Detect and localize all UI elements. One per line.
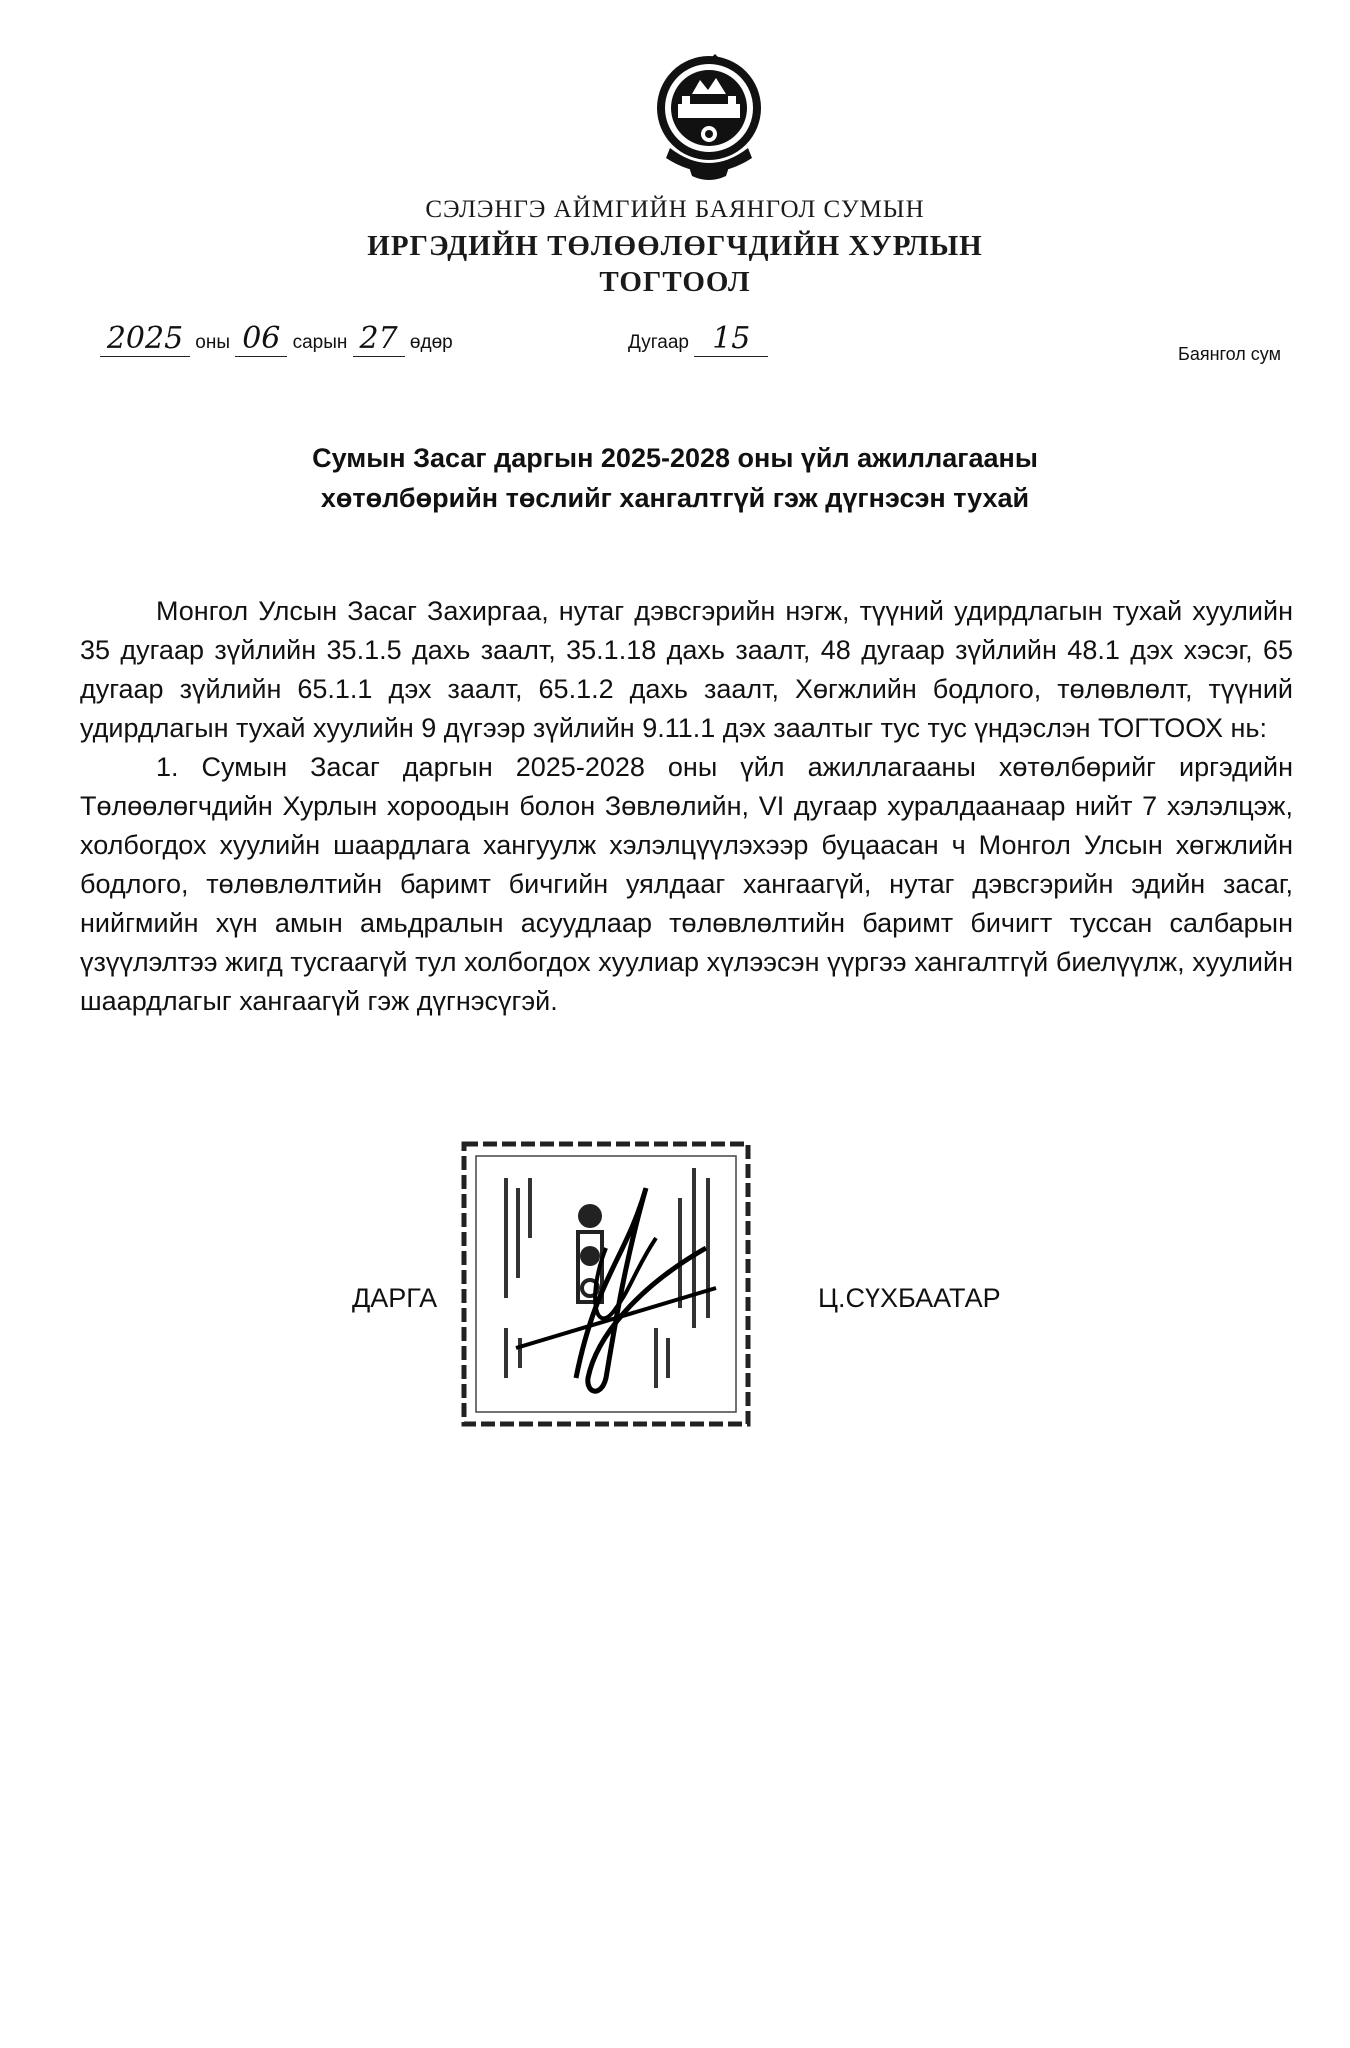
date-day: 27 xyxy=(353,322,405,357)
resolution-number: 15 xyxy=(694,322,768,357)
date-field xyxy=(100,322,453,357)
document-title-line1: Сумын Засаг даргын 2025-2028 оны үйл ажиллагааны xyxy=(312,443,1038,473)
state-emblem-icon xyxy=(648,52,770,182)
date-month-suffix: сарын xyxy=(292,332,348,353)
preamble-paragraph: Монгол Улсын Засаг Захиргаа, нутаг дэвсгэрийн нэгж, түүний удирдлагын тухай хуулийн 35 дугаар зүйлийн 35.1.5 дахь заалт, 35.1.18 дахь заалт, 48 дугаар зүйлийн 48.1 дэх хэсэг, 65 дугаар зүйлийн 65.1.1 дэх заалт, 65.1.2 дахь заалт, Хөгжлийн бодлого, төлөвлөлт, түүний удирдлагын тухай хуулийн 9 дүгээр зүйлийн 9.11.1 дэх заалтыг тус тус үндэслэн ТОГТООХ нь: xyxy=(80,596,1293,743)
document-title-line2: хөтөлбөрийн төслийг хангалтгүй гэж дүгнэсэн тухай xyxy=(320,483,1030,513)
date-year: 2025 xyxy=(100,322,190,357)
date-month: 06 xyxy=(235,322,287,357)
number-label: Дугаар xyxy=(628,332,689,353)
date-day-suffix: өдөр xyxy=(409,332,453,353)
official-seal-stamp xyxy=(456,1138,756,1438)
signatory-position: ДАРГА xyxy=(352,1283,438,1313)
signatory-name: Ц.СҮХБААТАР xyxy=(818,1283,1001,1313)
header-council-line: ИРГЭДИЙН ТӨЛӨӨЛӨГЧДИЙН ХУРЛЫН xyxy=(367,230,983,262)
date-year-suffix: оны xyxy=(195,332,230,353)
resolution-item-1: 1. Сумын Засаг даргын 2025-2028 оны үйл ажиллагааны хөтөлбөрийг иргэдийн Төлөөлөгчдийн Хурлын хороодын болон Зөвлөлийн, VI дугаар хуралдаанаар нийт 7 хэлэлцэж, холбогдох хуулийн шаардлага хангуулж хэлэлцүүлэхээр буцаасан ч Монгол Улсын хөгжлийн бодлого, төлөвлөлтийн баримт бичгийн уялдааг хангаагүй, нутаг дэвсгэрийн эдийн засаг, нийгмийн хүн амын амьдралын асуудлаар төлөвлөлтийн баримт бичигт туссан салбарын үзүүлэлтээ жигд тусгаагүй тул холбогдох хуулиар хүлээсэн үүргээ хангалтгүй биелүүлж, хуулийн шаардлагыг хангаагүй гэж дүгнэсүгэй. xyxy=(80,752,1293,1016)
place-label: Баянгол сум xyxy=(1178,344,1281,364)
resolution-number-field xyxy=(628,322,768,357)
header-resolution-line: ТОГТООЛ xyxy=(599,266,751,298)
header-organization-line: СЭЛЭНГЭ АЙМГИЙН БАЯНГОЛ СУМЫН xyxy=(425,196,925,223)
document-body xyxy=(80,592,1293,1021)
